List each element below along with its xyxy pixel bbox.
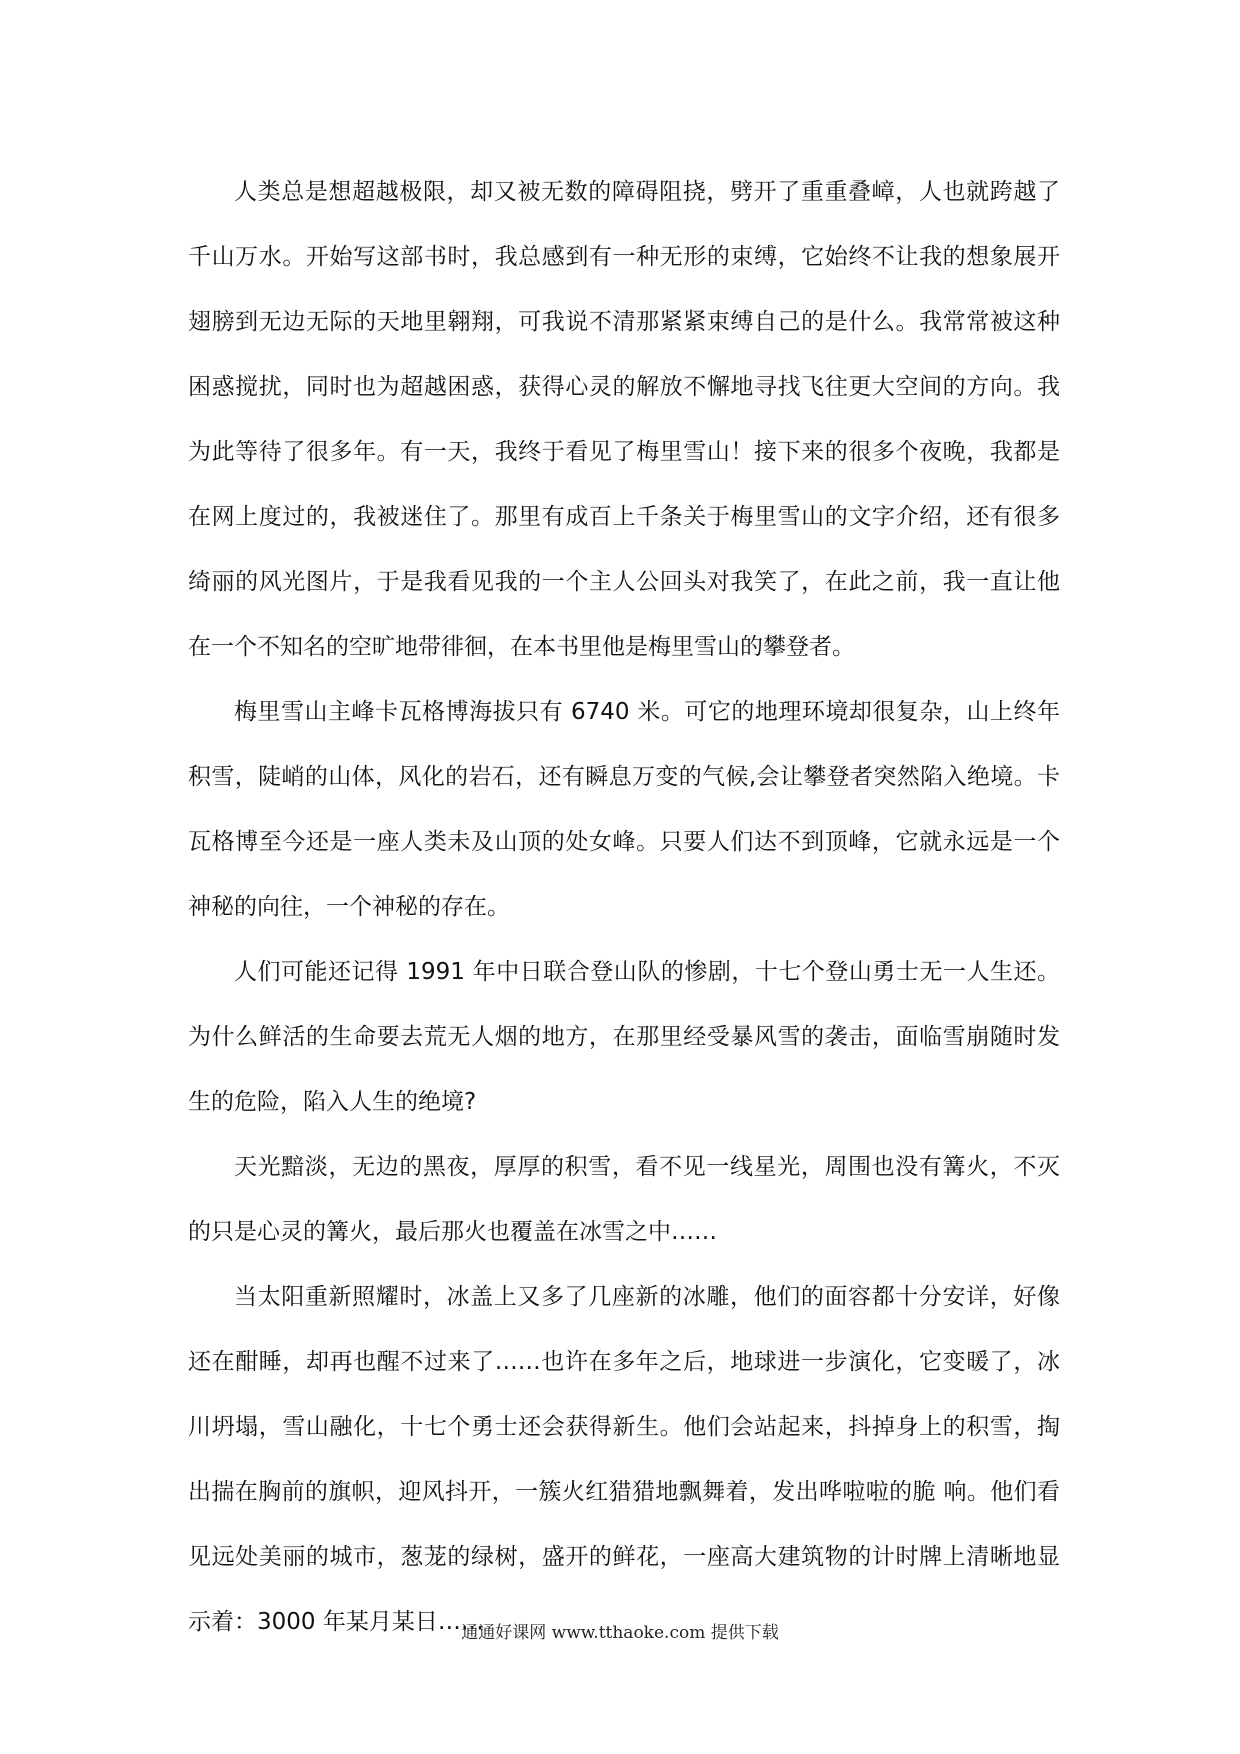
paragraph-5: 当太阳重新照耀时，冰盖上又多了几座新的冰雕，他们的面容都十分安详，好像还在酣睡，却再也醒不过来了……也许在多年之后，地球进一步演化，它变暖了，冰川坍塌，雪山融化，十七个勇士还会获得新生。他们会站起来，抖掉身上的积雪，掏出揣在胸前的旗帜，迎风抖开，一簇火红猎猎地飘舞着，发出哗啦啦的脆 响。他们看见远处美丽的城市，葱茏的绿树，盛开的鲜花，一座高大建筑物的计时牌上清晰地显示着：3000 年某月某日…… (188, 1284, 1060, 1635)
paragraph-4: 天光黯淡，无边的黑夜，厚厚的积雪，看不见一线星光，周围也没有篝火，不灭的只是心灵的篝火，最后那火也覆盖在冰雪之中…… (188, 1154, 1060, 1245)
paragraph-1: 人类总是想超越极限，却又被无数的障碍阻挠，劈开了重重叠嶂，人也就跨越了千山万水。开始写这部书时，我总感到有一种无形的束缚，它始终不让我的想象展开翅膀到无边无际的天地里翱翔，可我说不清那紧紧束缚自己的是什么。我常常被这种困惑搅扰，同时也为超越困惑，获得心灵的解放不懈地寻找飞往更大空间的方向。我为此等待了很多年。有一天，我终于看见了梅里雪山！接下来的很多个夜晚，我都是在网上度过的，我被迷住了。那里有成百上千条关于梅里雪山的文字介绍，还有很多绮丽的风光图片，于是我看见我的一个主人公回头对我笑了，在此之前，我一直让他在一个不知名的空旷地带徘徊，在本书里他是梅里雪山的攀登者。 (188, 179, 1060, 660)
paragraph-2: 梅里雪山主峰卡瓦格博海拔只有 6740 米。可它的地理环境却很复杂，山上终年积雪，陡峭的山体，风化的岩石，还有瞬息万变的气候,会让攀登者突然陷入绝境。卡瓦格博至今还是一座人类未及山顶的处女峰。只要人们达不到顶峰，它就永远是一个神秘的向往，一个神秘的存在。 (188, 699, 1060, 920)
page-footer: 通通好课网 www.tthaoke.com 提供下载 (461, 1623, 779, 1643)
document-body (188, 160, 1060, 1655)
paragraph-3: 人们可能还记得 1991 年中日联合登山队的惨剧，十七个登山勇士无一人生还。为什么鲜活的生命要去荒无人烟的地方，在那里经受暴风雪的袭击，面临雪崩随时发生的危险，陷入人生的绝境? (188, 959, 1060, 1115)
